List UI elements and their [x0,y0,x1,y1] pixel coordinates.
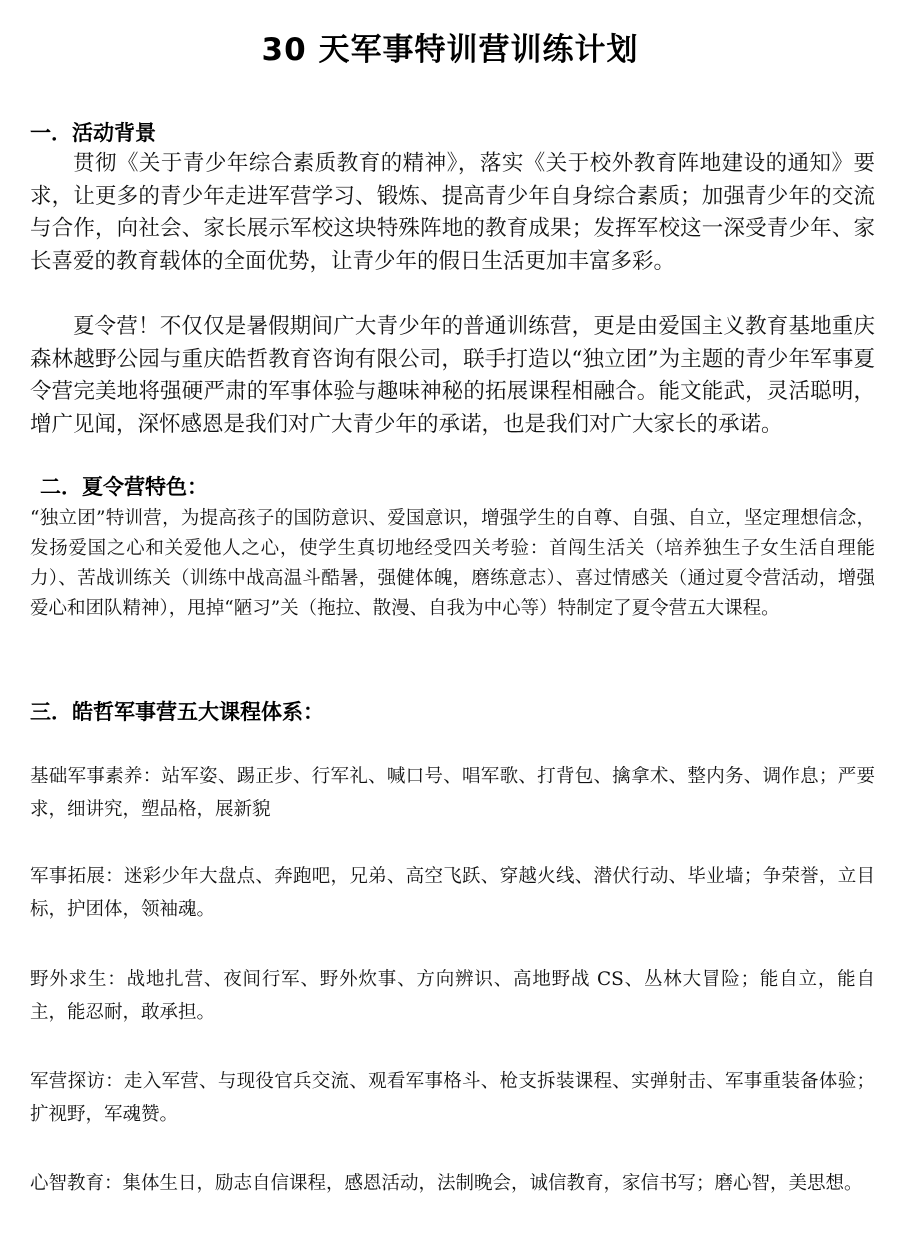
course-item-wild-survival: 野外求生：战地扎营、夜间行军、野外炊事、方向辨识、高地野战 CS、丛林大冒险；能自立，能自主，能忍耐，敢承担。 [30,969,875,1023]
background-paragraph-2: 夏令营！不仅仅是暑假期间广大青少年的普通训练营，更是由爱国主义教育基地重庆森林越野公园与重庆皓哲教育咨询有限公司，联手打造以“独立团”为主题的青少年军事夏令营完美地将强硬严肃的军事体验与趣味神秘的拓展课程相融合。能文能武，灵活聪明，增广见闻，深怀感恩是我们对广大青少年的承诺，也是我们对广大家长的承诺。 [30,314,875,437]
section-heading-courses: 三．皓哲军事营五大课程体系： [30,700,324,724]
document-title: 30 天军事特训营训练计划 [261,32,639,68]
course-item-basic-military: 基础军事素养：站军姿、踢正步、行军礼、喊口号、唱军歌、打背包、擒拿术、整内务、调作息；严要求，细讲究，塑品格，展新貌 [30,766,875,820]
course-item-military-expansion: 军事拓展：迷彩少年大盘点、奔跑吧，兄弟、高空飞跃、穿越火线、潜伏行动、毕业墙；争荣誉，立目标，护团体，领袖魂。 [30,866,875,920]
course-item-camp-visit: 军营探访：走入军营、与现役官兵交流、观看军事格斗、枪支拆装课程、实弹射击、军事重装备体验；扩视野，军魂赞。 [30,1071,875,1125]
course-item-mind-education: 心智教育：集体生日，励志自信课程，感恩活动，法制晚会，诚信教育，家信书写；磨心智，美思想。 [30,1173,863,1194]
section-heading-features: 二．夏令营特色： [40,475,208,499]
background-paragraph-1: 贯彻《关于青少年综合素质教育的精神》，落实《关于校外教育阵地建设的通知》要求，让更多的青少年走进军营学习、锻炼、提高青少年自身综合素质；加强青少年的交流与合作，向社会、家长展示军校这块特殊阵地的教育成果；发挥军校这一深受青少年、家长喜爱的教育载体的全面优势，让青少年的假日生活更加丰富多彩。 [30,151,875,274]
section-heading-background: 一．活动背景 [30,121,156,145]
features-paragraph: “独立团”特训营，为提高孩子的国防意识、爱国意识，增强学生的自尊、自强、自立，坚定理想信念，发扬爱国之心和关爱他人之心，使学生真切地经受四关考验：首闯生活关（培养独生子女生活自理能力）、苦战训练关（训练中战高温斗酷暑，强健体魄，磨练意志）、喜过情感关（通过夏令营活动，增强爱心和团队精神），甩掉“陋习”关（拖拉、散漫、自我为中心等）特制定了夏令营五大课程。 [30,508,875,619]
